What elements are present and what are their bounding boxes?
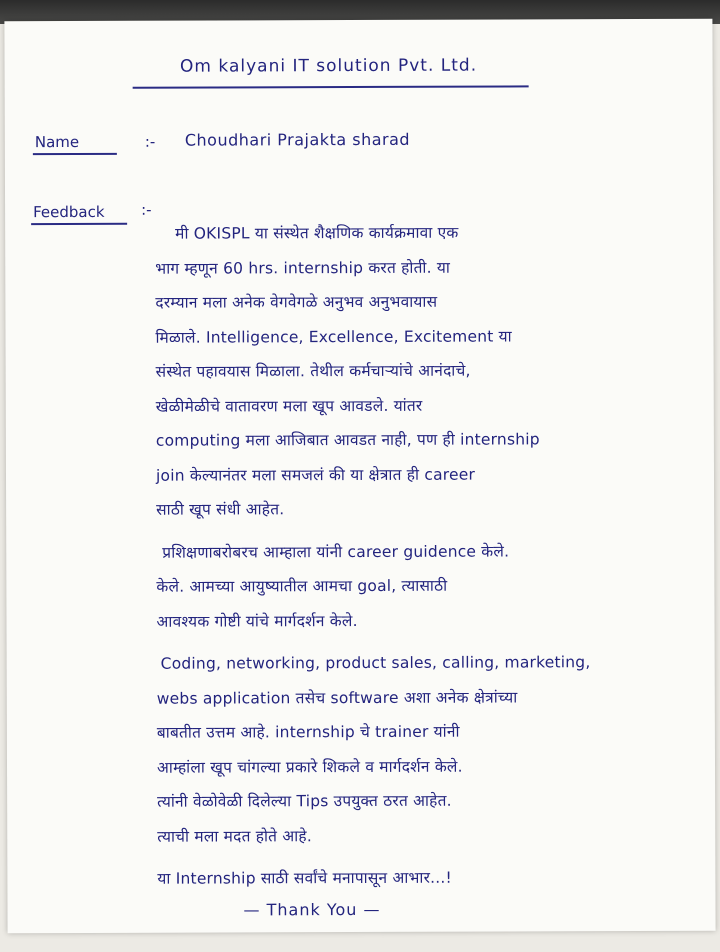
name-label: Name [34,132,80,152]
feedback-line: भाग म्हणून 60 hrs. internship करत होती. या [155,258,451,278]
feedback-separator: :- [141,200,152,219]
feedback-line: खेळीमेळीचे वातावरण मला खूप आवडले. यांतर [155,396,423,416]
feedback-line: मिळाले. Intelligence, Excellence, Excitement या [155,326,512,347]
closing-thank-you: — Thank You — [243,899,381,920]
feedback-line: join केल्यानंतर मला समजलं की या क्षेत्रात ही career [155,465,476,485]
name-value: Choudhari Prajakta sharad [184,129,411,150]
feedback-line: दरम्यान मला अनेक वेगवेगळे अनुभव अनुभवायास [155,292,438,312]
feedback-line: या Internship साठी सर्वांचे मनापासून आभार...! [157,868,452,888]
feedback-line: बाबतीत उत्तम आहे. internship चे trainer यांनी [156,722,460,742]
feedback-line: आम्हांला खूप चांगल्या प्रकारे शिकले व मार्गदर्शन केले. [156,757,463,777]
feedback-line: Coding, networking, product sales, calling, marketing, [160,653,591,673]
feedback-line: साठी खूप संधी आहेत. [156,500,285,519]
handwritten-letter-page [4,19,715,933]
feedback-label: Feedback [33,202,105,222]
feedback-line: webs application तसेच software अशा अनेक क्षेत्रांच्या [156,687,518,708]
name-label-underline [33,153,117,155]
feedback-line: केले. आमच्या आयुष्यातील आमचा goal, त्यासाठी [156,576,448,596]
feedback-line: मी OKISPL या संस्थेत शैक्षणिक कार्यक्रमावा एक [175,223,459,243]
feedback-line: त्याची मला मदत होते आहे. [157,826,312,846]
feedback-line: प्रशिक्षणाबरोबरच आम्हाला यांनी career guidence केले. [162,541,510,562]
heading-underline [133,85,529,88]
feedback-line: त्यांनी वेळोवेळी दिलेल्या Tips उपयुक्त ठरत आहेत. [157,791,452,811]
feedback-line: संस्थेत पहावयास मिळाला. तेथील कर्मचाऱ्यांचे आनंदाचे, [155,361,471,381]
feedback-body [155,215,717,896]
company-heading: Om kalyani IT solution Pvt. Ltd. [180,55,478,77]
feedback-line: आवश्यक गोष्टी यांचे मार्गदर्शन केले. [156,611,358,631]
feedback-line: computing मला आजिबात आवडत नाही, पण ही internship [155,430,540,450]
name-separator: :- [144,132,156,151]
feedback-label-underline [31,223,127,225]
